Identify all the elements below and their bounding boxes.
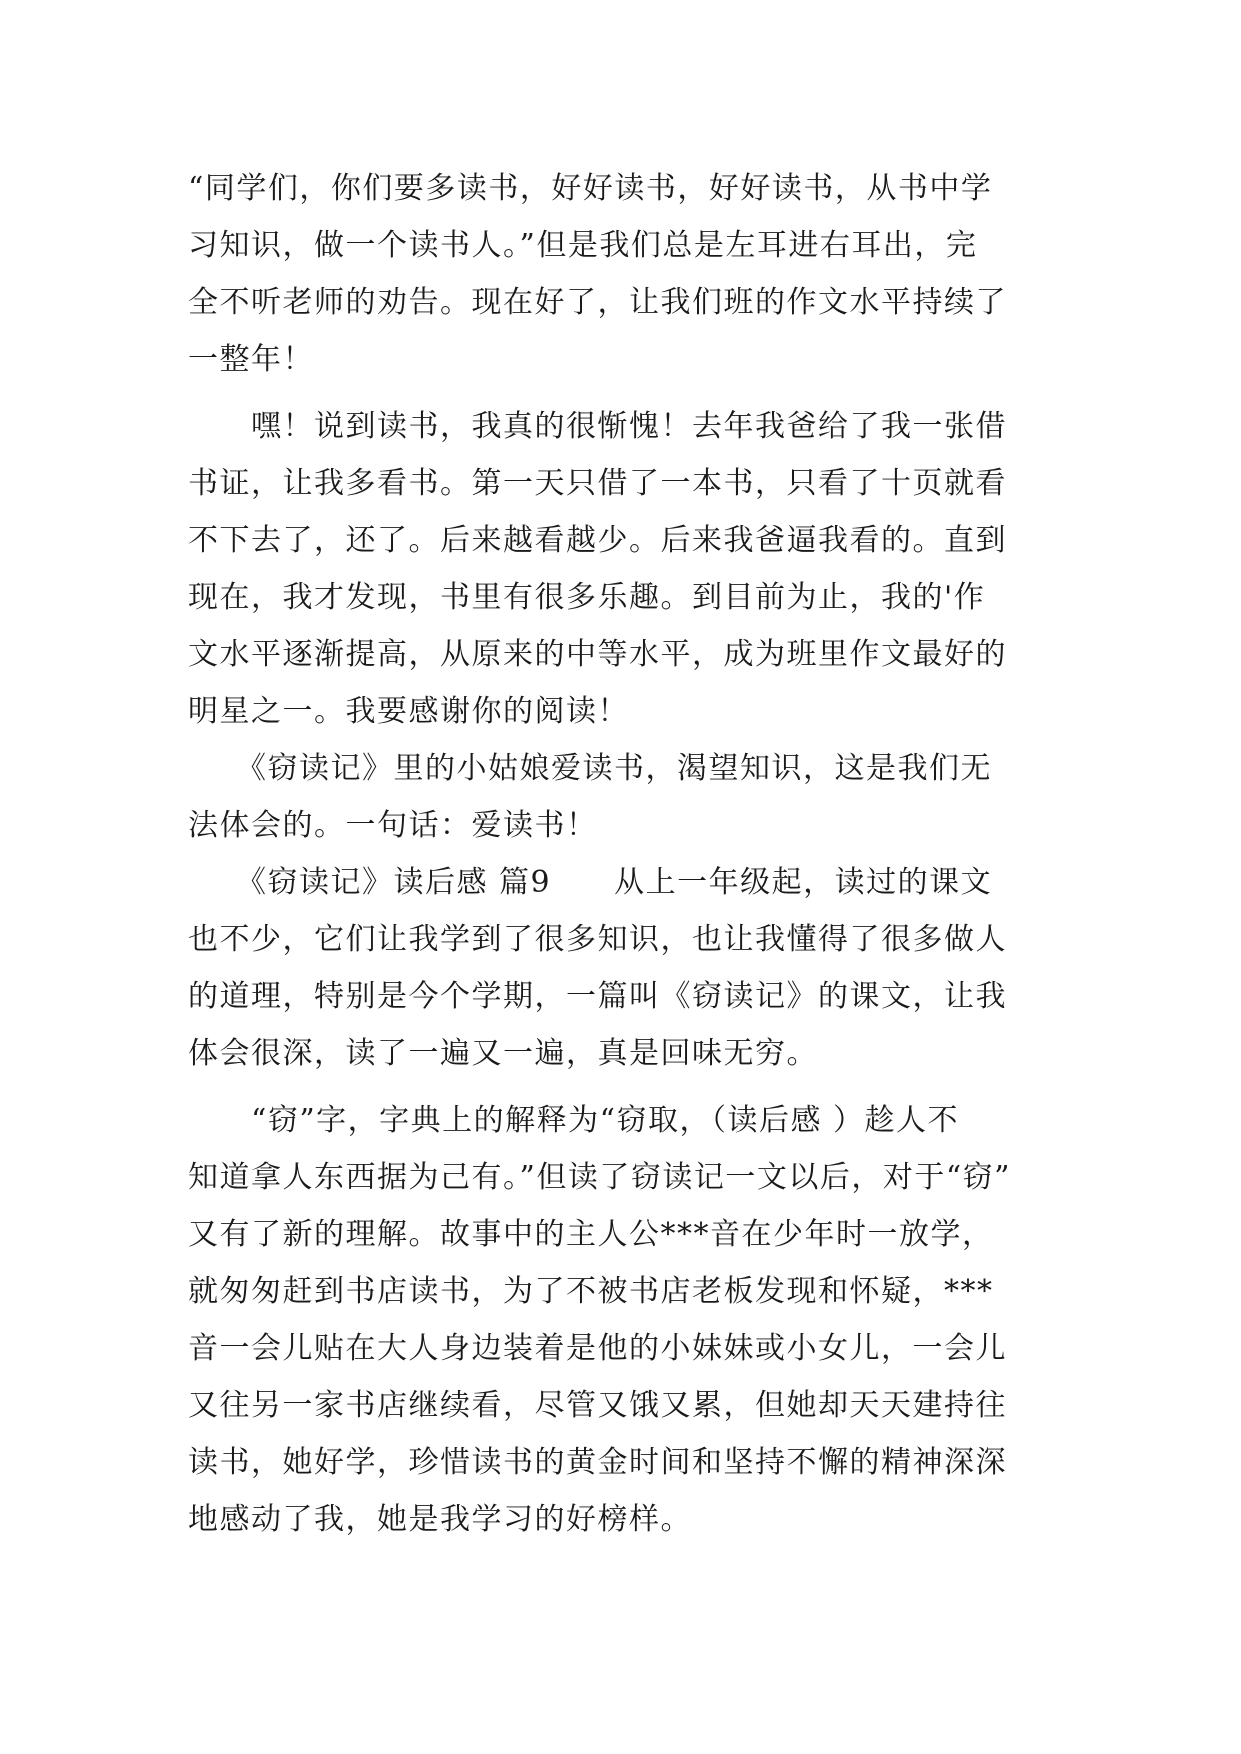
text-line: 现在，我才发现，书里有很多乐趣。到目前为止，我的'作: [188, 580, 986, 615]
text-line: 就匆匆赶到书店读书，为了不被书店老板发现和怀疑，***: [188, 1274, 994, 1309]
document-page: [188, 160, 1053, 1548]
text-line: “同学们，你们要多读书，好好读书，好好读书，从书中学: [188, 171, 993, 206]
text-line: 也不少，它们让我学到了很多知识，也让我懂得了很多做人: [188, 922, 1007, 957]
text-line: 嘿！说到读书，我真的很惭愧！去年我爸给了我一张借: [188, 409, 1007, 444]
paragraph-gap: [188, 388, 1053, 398]
text-line: 书证，让我多看书。第一天只借了一本书，只看了十页就看: [188, 466, 1007, 501]
text-line: 又往另一家书店继续看，尽管又饿又累，但她却天天建持往: [188, 1388, 1007, 1423]
text-line: 全不听老师的劝告。现在好了，让我们班的作文水平持续了: [188, 285, 1007, 320]
text-line: “窃”字，字典上的解释为“窃取，（读后感 ）趁人不: [188, 1103, 960, 1138]
text-line: 文水平逐渐提高，从原来的中等水平，成为班里作文最好的: [188, 637, 1007, 672]
text-line: 又有了新的理解。故事中的主人公***音在少年时一放学，: [188, 1217, 994, 1252]
text-line: 习知识，做一个读书人。”但是我们总是左耳进右耳出，完: [188, 228, 978, 263]
text-line: 音一会儿贴在大人身边装着是他的小妹妹或小女儿，一会儿: [188, 1331, 1007, 1366]
text-line: 知道拿人东西据为己有。”但读了窃读记一文以后，对于“窃”: [188, 1160, 1012, 1195]
text-line: 地感动了我，她是我学习的好榜样。: [188, 1502, 692, 1537]
text-line: 明星之一。我要感谢你的阅读！: [188, 694, 629, 729]
text-line: 读书，她好学，珍惜读书的黄金时间和坚持不懈的精神深深: [188, 1445, 1007, 1480]
text-line: 不下去了，还了。后来越看越少。后来我爸逼我看的。直到: [188, 523, 1007, 558]
text-line: 一整年！: [188, 342, 314, 377]
text-line: 体会很深，读了一遍又一遍，真是回味无穷。: [188, 1036, 818, 1071]
text-line: 法体会的。一句话：爱读书！: [188, 808, 598, 843]
text-line: 《窃读记》里的小姑娘爱读书，渴望知识，这是我们无: [188, 751, 992, 786]
text-line: 的道理，特别是今个学期，一篇叫《窃读记》的课文，让我: [188, 979, 1007, 1014]
paragraph-gap: [188, 1082, 1053, 1092]
text-line: 《窃读记》读后感 篇9 从上一年级起，读过的课文: [188, 865, 993, 900]
